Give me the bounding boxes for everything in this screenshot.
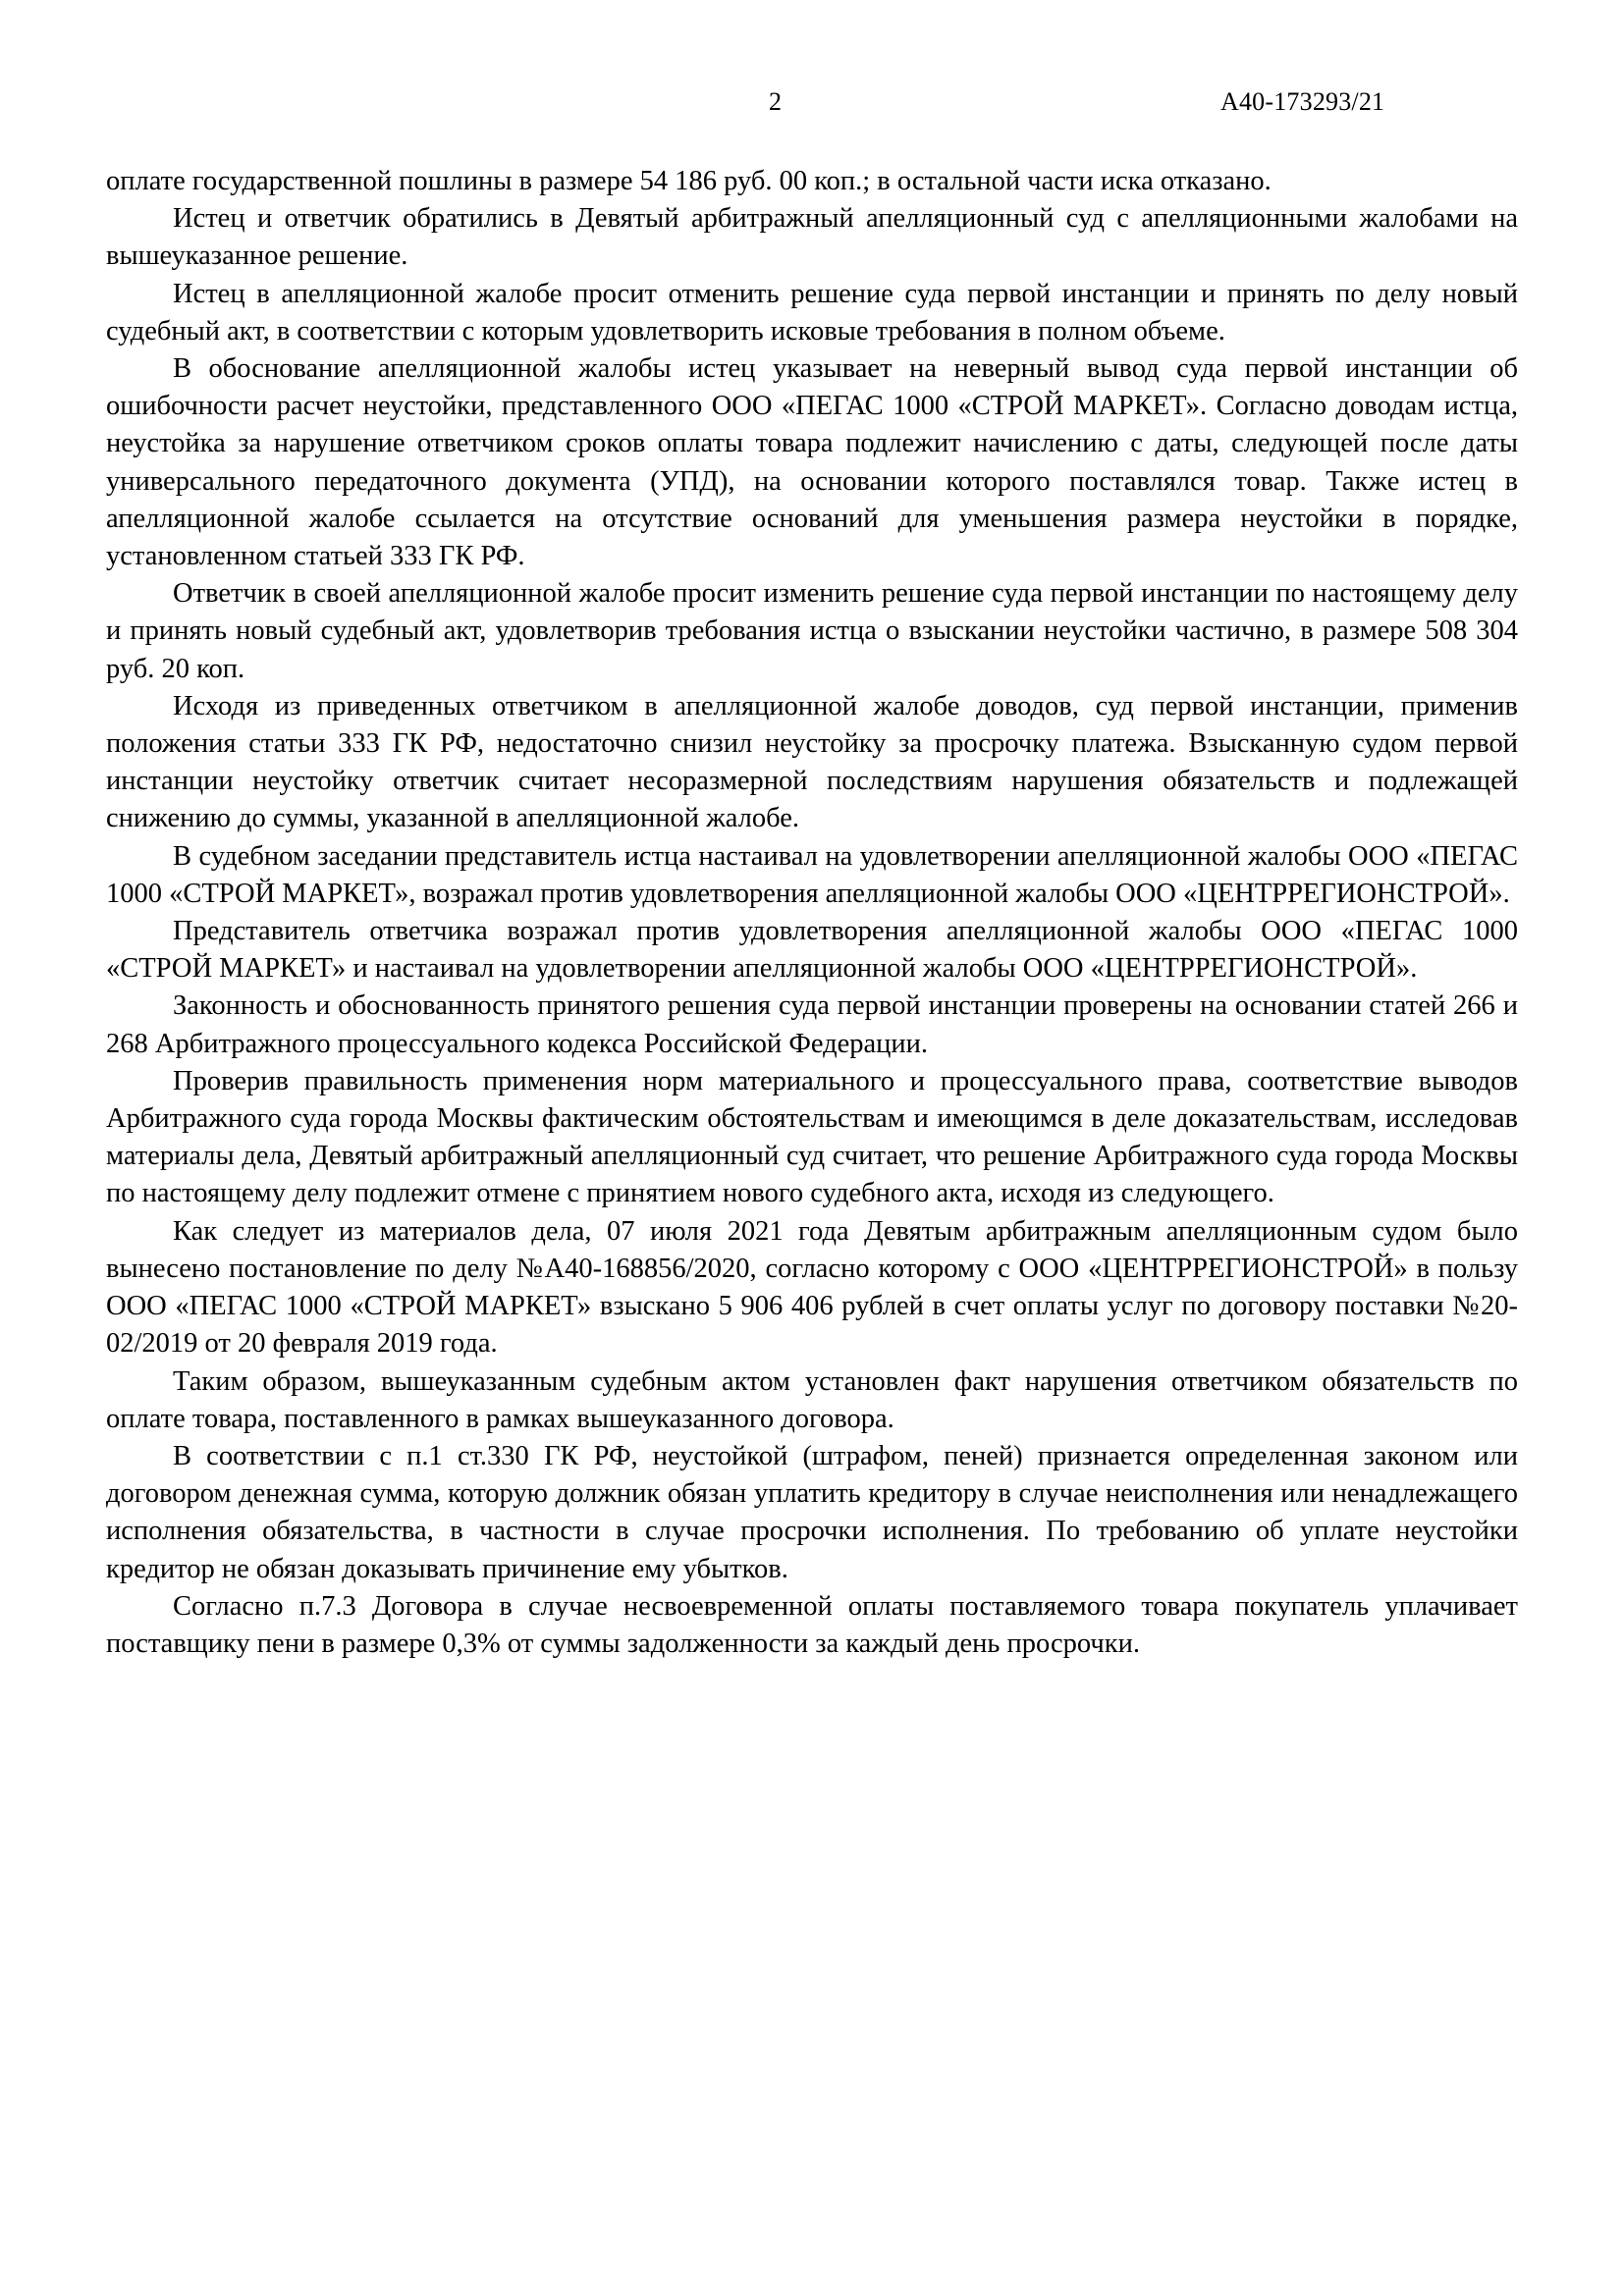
paragraph-8: Представитель ответчика возражал против удовлетворения апелляционной жалобы ООО «ПЕГАС 1000 «СТРОЙ МАРКЕТ» и настаивал на удовлетворении апелляционной жалобы ООО «ЦЕНТРРЕГИОНСТРОЙ». bbox=[106, 916, 1518, 985]
paragraph-3: Истец в апелляционной жалобе просит отменить решение суда первой инстанции и принять по делу новый судебный акт, в соответствии с которым удовлетворить исковые требования в полном объеме. bbox=[106, 278, 1518, 347]
paragraph-2: Истец и ответчик обратились в Девятый арбитражный апелляционный суд с апелляционными жалобами на вышеуказанное решение. bbox=[106, 203, 1518, 272]
paragraph-14: Согласно п.7.3 Договора в случае несвоевременной оплаты поставляемого товара покупатель уплачивает поставщику пени в размере 0,3% от суммы задолженности за каждый день просрочки. bbox=[106, 1590, 1518, 1659]
paragraph-5: Ответчик в своей апелляционной жалобе просит изменить решение суда первой инстанции по настоящему делу и принять новый судебный акт, удовлетворив требования истца о взыскании неустойки частично, в размере 508 304 руб. 20 коп. bbox=[106, 578, 1518, 684]
paragraph-7: В судебном заседании представитель истца настаивал на удовлетворении апелляционной жалобы ООО «ПЕГАС 1000 «СТРОЙ МАРКЕТ», возражал против удовлетворения апелляционной жалобы ООО «ЦЕНТРРЕГИОНСТРОЙ». bbox=[106, 840, 1518, 909]
paragraph-10: Проверив правильность применения норм материального и процессуального права, соответствие выводов Арбитражного суда города Москвы фактическим обстоятельствам и имеющимся в деле доказательствам, исследовав материалы дела, Девятый арбитражный апелляционный суд считает, что решение Арбитражного суда города Москвы по настоящему делу подлежит отмене с принятием нового судебного акта, исходя из следующего. bbox=[106, 1065, 1518, 1209]
paragraph-6: Исходя из приведенных ответчиком в апелляционной жалобе доводов, суд первой инстанции, применив положения статьи 333 ГК РФ, недостаточно снизил неустойку за просрочку платежа. Взысканную судом первой инстанции неустойку ответчик считает несоразмерной последствиям нарушения обязательств и подлежащей снижению до суммы, указанной в апелляционной жалобе. bbox=[106, 690, 1518, 834]
document-body bbox=[106, 163, 1518, 1663]
paragraph-4: В обоснование апелляционной жалобы истец указывает на неверный вывод суда первой инстанции об ошибочности расчет неустойки, представленного ООО «ПЕГАС 1000 «СТРОЙ МАРКЕТ». Согласно доводам истца, неустойка за нарушение ответчиком сроков оплаты товара подлежит начислению с даты, следующей после даты универсального передаточного документа (УПД), на основании которого поставлялся товар. Также истец в апелляционной жалобе ссылается на отсутствие оснований для уменьшения размера неустойки в порядке, установленном статьей 333 ГК РФ. bbox=[106, 353, 1518, 572]
paragraph-12: Таким образом, вышеуказанным судебным актом установлен факт нарушения ответчиком обязательств по оплате товара, поставленного в рамках вышеуказанного договора. bbox=[106, 1365, 1518, 1434]
paragraph-9: Законность и обоснованность принятого решения суда первой инстанции проверены на основании статей 266 и 268 Арбитражного процессуального кодекса Российской Федерации. bbox=[106, 990, 1518, 1059]
paragraph-11: Как следует из материалов дела, 07 июля 2021 года Девятым арбитражным апелляционным судом было вынесено постановление по делу №А40-168856/2020, согласно которому с ООО «ЦЕНТРРЕГИОНСТРОЙ» в пользу ООО «ПЕГАС 1000 «СТРОЙ МАРКЕТ» взыскано 5 906 406 рублей в счет оплаты услуг по договору поставки №20-02/2019 от 20 февраля 2019 года. bbox=[106, 1215, 1518, 1360]
page-number: 2 bbox=[769, 87, 782, 116]
paragraph-13: В соответствии с п.1 ст.330 ГК РФ, неустойкой (штрафом, пеней) признается определенная законом или договором денежная сумма, которую должник обязан уплатить кредитору в случае неисполнения или ненадлежащего исполнения обязательства, в частности в случае просрочки исполнения. По требованию об уплате неустойки кредитор не обязан доказывать причинение ему убытков. bbox=[106, 1440, 1518, 1584]
case-number: А40-173293/21 bbox=[1220, 87, 1385, 116]
paragraph-1: оплате государственной пошлины в размере 54 186 руб. 00 коп.; в остальной части иска отказано. bbox=[106, 166, 1272, 196]
page-header bbox=[106, 86, 1518, 126]
